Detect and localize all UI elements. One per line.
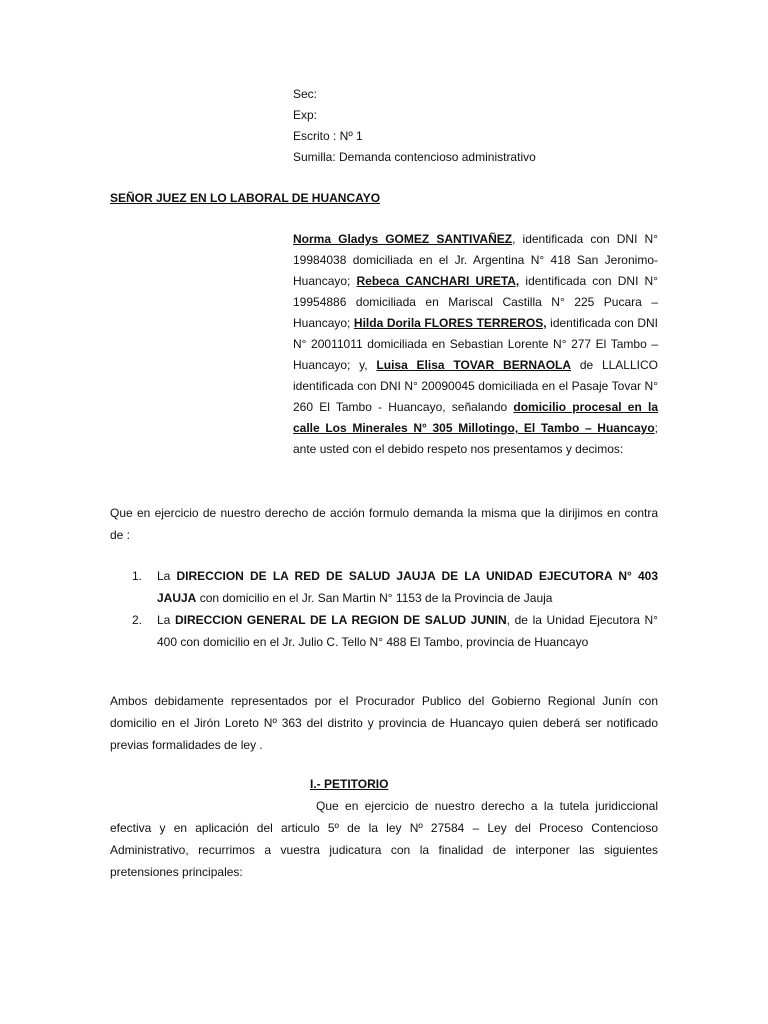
party-1-name: Norma Gladys GOMEZ SANTIVAÑEZ xyxy=(293,232,513,246)
respondent-details: con domicilio en el Jr. San Martin N° 1153 de la Provincia de Jauja xyxy=(196,591,553,605)
party-3-details: identificada con DNI N° 20011011 domiciliada en Sebastian Lorente N° 277 El Tambo – Huancayo; y, xyxy=(293,316,658,372)
parties-paragraph xyxy=(293,229,658,460)
petitorio-paragraph: Que en ejercicio de nuestro derecho a la tutela juridiccional efectiva y en aplicación del articulo 5º de la ley Nº 27584 – Ley del Proceso Contencioso Administrativo, recurrimos a vuestra judicatura con la finalidad de interponer las siguientes pretensiones principales: xyxy=(110,799,658,879)
list-item-number: 1. xyxy=(132,569,143,583)
representation-paragraph: Ambos debidamente representados por el Procurador Publico del Gobierno Regional Junín con domicilio en el Jirón Loreto Nº 363 del distrito y provincia de Huancayo quien deberá ser notificado previas formalidades de ley . xyxy=(110,694,658,752)
section-title: I.- PETITORIO xyxy=(310,777,389,791)
respondents-list xyxy=(110,565,658,653)
procedural-domicile: domicilio procesal en la calle Los Minerales N° 305 Millotingo, El Tambo – Huancayo xyxy=(293,400,659,435)
addressee-heading: SEÑOR JUEZ EN LO LABORAL DE HUANCAYO xyxy=(110,191,381,205)
intro-paragraph: Que en ejercicio de nuestro derecho de acción formulo demanda la misma que la dirijimos en contra de : xyxy=(110,506,658,542)
party-2-name: Rebeca CANCHARI URETA, xyxy=(356,274,520,288)
sec-line: Sec: xyxy=(293,87,318,101)
party-4-name: Luisa Elisa TOVAR BERNAOLA xyxy=(376,358,572,372)
parties-closing: ; ante usted con el debido respeto nos presentamos y decimos: xyxy=(293,421,658,456)
party-1-details: , identificada con DNI N° 19984038 domiciliada en el Jr. Argentina N° 418 San Jeronimo-Huancayo; xyxy=(293,232,658,288)
case-header xyxy=(293,84,673,168)
escrito-line: Escrito : Nº 1 xyxy=(293,129,363,143)
list-item xyxy=(110,565,658,609)
exp-line: Exp: xyxy=(293,108,318,122)
list-item-prefix: La xyxy=(157,569,177,583)
sumilla-line: Sumilla: Demanda contencioso administrativo xyxy=(293,150,536,164)
respondent-name: DIRECCION DE LA RED DE SALUD JAUJA DE LA UNIDAD EJECUTORA N° 403 JAUJA xyxy=(157,569,658,605)
list-item xyxy=(110,609,658,653)
respondent-details: , de la Unidad Ejecutora N° 400 con domicilio en el Jr. Julio C. Tello N° 488 El Tambo, provincia de Huancayo xyxy=(157,613,658,649)
list-item-prefix: La xyxy=(157,613,175,627)
list-item-number: 2. xyxy=(132,613,143,627)
party-3-name: Hilda Dorila FLORES TERREROS, xyxy=(353,316,547,330)
party-4-details: de LLALLICO identificada con DNI N° 20090045 domiciliada en el Pasaje Tovar N° 260 El Tambo - Huancayo, señalando xyxy=(293,358,658,414)
respondent-name: DIRECCION GENERAL DE LA REGION DE SALUD JUNIN xyxy=(174,613,507,627)
party-2-details: identificada con DNI N° 19954886 domiciliada en Mariscal Castilla N° 225 Pucara – Huancayo; xyxy=(293,274,659,330)
